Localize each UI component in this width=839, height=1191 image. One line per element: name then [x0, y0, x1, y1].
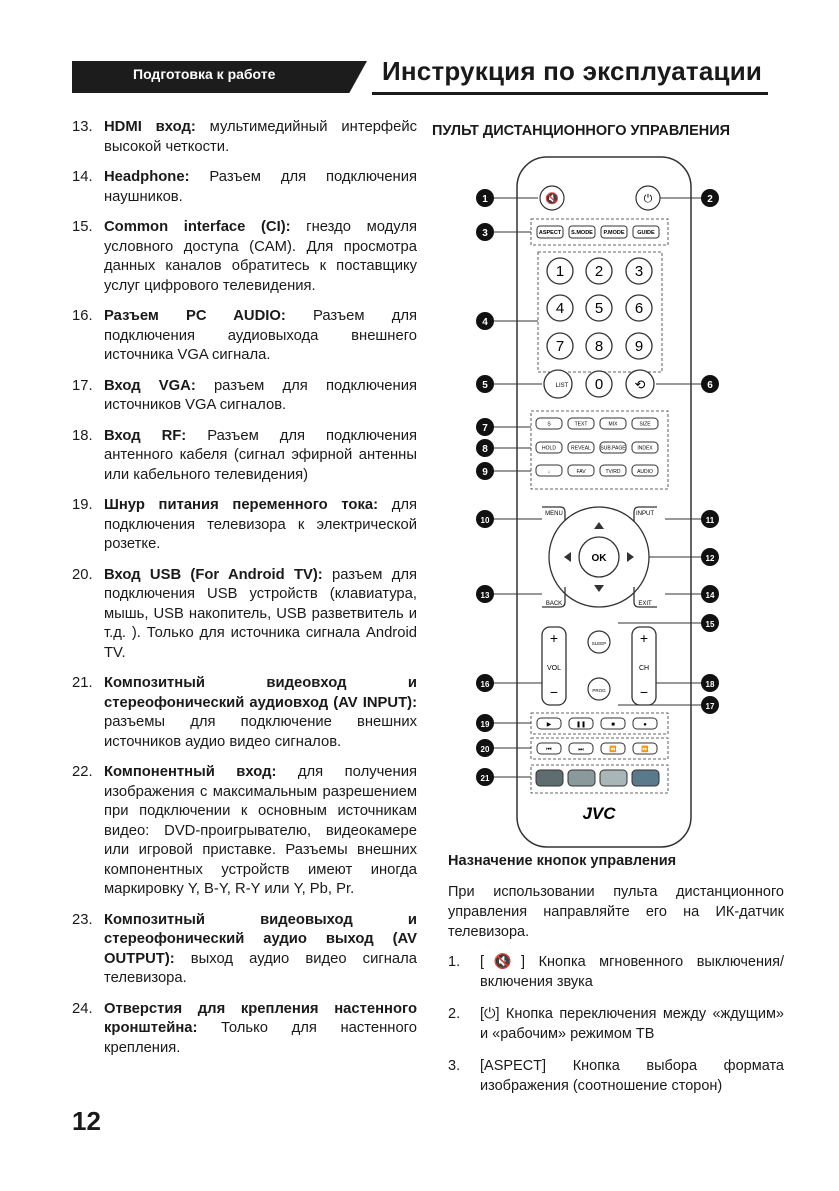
svg-text:3: 3 [634, 263, 644, 280]
connector-list [72, 118, 417, 1069]
callout-9: 9 [482, 467, 488, 478]
brand-logo: JVC [582, 804, 616, 823]
callout-13: 13 [480, 591, 490, 600]
callout-7: 7 [482, 423, 488, 434]
svg-text:5: 5 [594, 300, 604, 317]
svg-text:SLEEP: SLEEP [591, 641, 607, 646]
svg-text:⏩: ⏩ [641, 747, 649, 753]
svg-text:FAV: FAV [576, 469, 586, 475]
callout-18: 18 [705, 680, 715, 689]
svg-text:−: − [549, 684, 559, 700]
list-item: 23. Композитный видеовыход и стереофонический аудио выход (AV OUTPUT): выход аудио видео сигнала телевизора. [72, 911, 417, 986]
svg-text:7: 7 [555, 338, 565, 355]
list-item: 17. Вход VGA: разъем для подключения источников VGA сигналов. [72, 377, 417, 413]
svg-text:SUB.PAGE: SUB.PAGE [600, 445, 626, 452]
callout-14: 14 [705, 591, 715, 600]
svg-text:9: 9 [634, 338, 644, 355]
callout-8: 8 [482, 444, 488, 455]
svg-text:LIST: LIST [555, 383, 569, 389]
svg-text:⏮: ⏮ [546, 747, 552, 753]
svg-text:ASPECT: ASPECT [538, 230, 562, 236]
callout-1: 1 [482, 194, 488, 205]
svg-text:AUDIO: AUDIO [637, 469, 653, 475]
svg-text:⏭: ⏭ [578, 747, 584, 753]
buttons-purpose-list [448, 952, 784, 1108]
svg-text:▶: ▶ [546, 722, 552, 728]
svg-text:8: 8 [594, 338, 604, 355]
svg-text:TV/RD: TV/RD [605, 469, 621, 475]
svg-text:GUIDE: GUIDE [637, 230, 655, 236]
svg-text:INDEX: INDEX [637, 445, 653, 452]
list-item: 16. Разъем PC AUDIO: Разъем для подключения аудиовыхода внешнего источника VGA сигнала. [72, 308, 417, 363]
svg-text:4: 4 [555, 300, 565, 317]
svg-text:P.MODE: P.MODE [603, 230, 625, 236]
svg-text:TEXT: TEXT [574, 421, 588, 428]
svg-text:2: 2 [594, 263, 604, 280]
return-icon: ⟲ [634, 377, 646, 392]
svg-text:❚❚: ❚❚ [575, 722, 587, 728]
blue-color-button[interactable] [632, 770, 659, 786]
callout-19: 19 [480, 720, 490, 729]
list-item: 20. Вход USB (For Android TV): разъем для подключения USB устройств (клавиатура, мышь, USB накопитель, USB разветвитель и т.д. ). Только для источника сигнала Android TV. [72, 566, 417, 661]
callout-10: 10 [480, 516, 490, 525]
svg-text:INPUT: INPUT [636, 511, 654, 517]
svg-text:PROG: PROG [592, 688, 606, 693]
list-item: 19. Шнур питания переменного тока: для подключения телевизора к электрической розетке. [72, 497, 417, 552]
callout-11: 11 [705, 516, 715, 525]
callout-2: 2 [707, 194, 713, 205]
list-item: 18. Вход RF: Разъем для подключения антенного кабеля (сигнал эфирной антенны или кабельного телевидения) [72, 427, 417, 483]
remote-illustration [470, 155, 730, 855]
callout-15: 15 [705, 620, 715, 629]
svg-text:+: + [639, 630, 649, 646]
callout-21: 21 [480, 774, 490, 783]
buttons-purpose-intro: При использовании пульта дистанционного управления направляйте его на ИК-датчик телевизора. [448, 884, 784, 940]
list-item: 15. Common interface (CI): гнездо модуля условного доступа (CAM). Для просмотра данных каналов обратитесь к поставщику услуг цифрового телевидения. [72, 219, 417, 294]
list-item: 21. Композитный видеовход и стереофонический аудиовход (AV INPUT): разъемы для подключение внешних источников аудио видео сигналов. [72, 675, 417, 750]
svg-text:CH: CH [638, 665, 650, 672]
svg-text:REVEAL: REVEAL [571, 445, 591, 452]
list-item: 1. [🔇] Кнопка мгновенного выключения/включения звука [448, 954, 784, 990]
list-item: 3. [ASPECT] Кнопка выбора формата изображения (соотношение сторон) [448, 1058, 784, 1094]
header-underline [372, 92, 768, 95]
svg-text:⏪: ⏪ [609, 747, 617, 753]
buttons-purpose-heading: Назначение кнопок управления [448, 853, 677, 869]
svg-text:EXIT: EXIT [638, 601, 652, 607]
svg-text:●: ● [643, 722, 647, 728]
callout-17: 17 [705, 702, 715, 711]
callout-5: 5 [482, 380, 488, 391]
callout-20: 20 [480, 745, 490, 754]
svg-text:−: − [639, 684, 649, 700]
svg-text:■: ■ [611, 722, 615, 728]
document-title: Инструкция по эксплуатации [382, 56, 763, 86]
list-item: 14. Headphone: Разъем для подключения наушников. [72, 169, 417, 205]
svg-text:BACK: BACK [545, 601, 563, 607]
green-color-button[interactable] [568, 770, 595, 786]
power-icon: ⏻ [643, 193, 653, 205]
yellow-color-button[interactable] [600, 770, 627, 786]
svg-text:S: S [547, 421, 551, 428]
svg-text:MENU: MENU [545, 511, 563, 517]
list-item: 2. [⏻] Кнопка переключения между «ждущим» и «рабочим» режимом ТВ [448, 1006, 784, 1042]
list-item: 24. Отверстия для крепления настенного кронштейна: Только для настенного крепления. [72, 1000, 417, 1056]
svg-text:OK: OK [591, 553, 607, 564]
list-item: 13. HDMI вход: мультимедийный интерфейс высокой четкости. [72, 119, 417, 155]
section-title: Подготовка к работе [133, 66, 276, 82]
remote-section-title: ПУЛЬТ ДИСТАНЦИОННОГО УПРАВЛЕНИЯ [432, 123, 731, 139]
svg-text:VOL: VOL [546, 665, 562, 672]
svg-text:1: 1 [555, 263, 565, 280]
callout-6: 6 [707, 380, 713, 391]
svg-text:↓: ↓ [547, 469, 551, 475]
page-number: 12 [72, 1106, 101, 1136]
red-color-button[interactable] [536, 770, 563, 786]
svg-text:+: + [549, 630, 559, 646]
svg-text:MIX: MIX [608, 421, 618, 428]
svg-text:S.MODE: S.MODE [571, 230, 593, 236]
svg-text:HOLD: HOLD [542, 445, 556, 452]
svg-text:6: 6 [634, 300, 644, 317]
list-item: 22. Компонентный вход: для получения изображения с максимальным разрешением при подключении к основным источникам видео: DVD-проигрывателю, видеокамере или игровой приставке. Разъемы внешних компонентных устройств имеют иногда маркировку Y, B-Y, R-Y или Y, Pb, Pr. [72, 764, 417, 897]
callout-16: 16 [480, 680, 490, 689]
svg-text:0: 0 [594, 376, 604, 393]
svg-text:SIZE: SIZE [639, 421, 651, 428]
mute-icon: 🔇 [545, 193, 559, 205]
callout-12: 12 [705, 554, 715, 563]
callout-3: 3 [482, 228, 488, 239]
callout-4: 4 [482, 317, 488, 328]
